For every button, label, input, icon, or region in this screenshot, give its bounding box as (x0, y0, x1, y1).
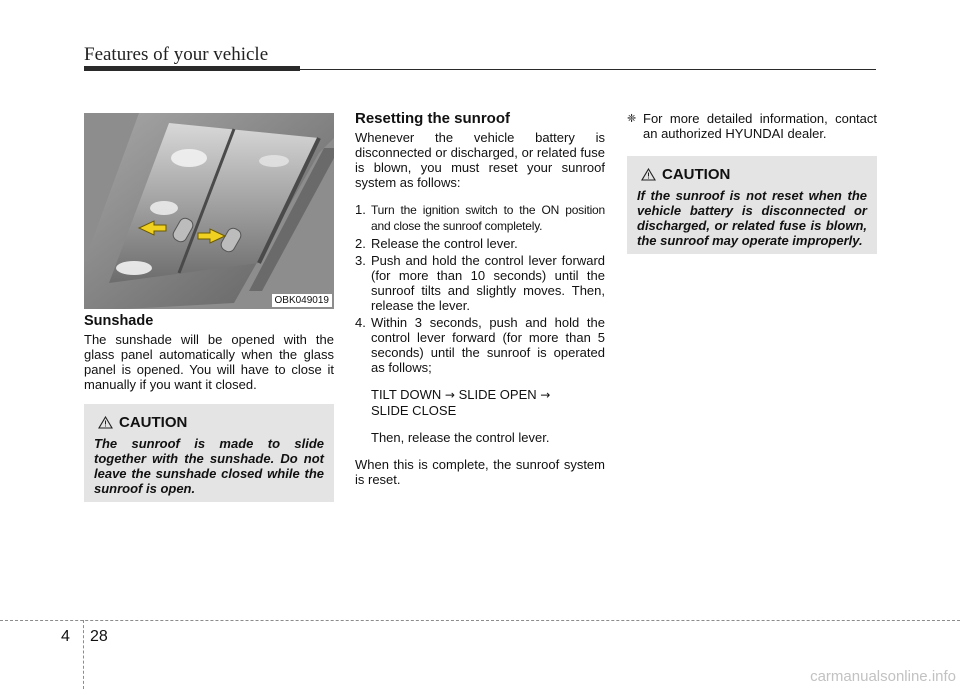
step-text: Turn the ignition switch to the ON position and close the sunroof completely. (371, 203, 605, 233)
warning-triangle-icon (98, 416, 113, 429)
step-text: Release the control lever. (371, 236, 518, 251)
sequence-tilt-down: TILT DOWN (371, 387, 442, 402)
left-column (84, 314, 334, 392)
list-item (355, 253, 605, 313)
header-rule-thin (300, 69, 876, 70)
step-number: 3. (355, 253, 366, 268)
caution-title: CAUTION (119, 413, 188, 431)
step-number: 2. (355, 236, 366, 251)
step-number: 1. (355, 202, 366, 217)
resetting-heading: Resetting the sunroof (355, 110, 511, 127)
caution-box-right (627, 156, 877, 254)
step-text: Push and hold the control lever forward (for more than 10 seconds) until the sunroof tilts and slightly moves. Then, release the lever. (371, 253, 605, 313)
list-item (355, 236, 605, 251)
caution-box-left (84, 404, 334, 502)
chapter-number: 4 (61, 628, 70, 645)
reset-complete-text: When this is complete, the sunroof system is reset. (355, 457, 605, 487)
resetting-intro: Whenever the vehicle battery is disconnected or discharged, or related fuse is blown, you must reset your sunroof system as follows: (355, 130, 605, 190)
caution-title: CAUTION (662, 165, 731, 183)
arrow-right-icon: → (444, 388, 455, 402)
note-mark-icon: ❈ (627, 112, 637, 125)
footer-divider (83, 620, 84, 689)
right-column (627, 111, 877, 141)
footer-rule (0, 620, 960, 621)
sunshade-heading: Sunshade (84, 313, 154, 329)
release-instruction: Then, release the control lever. (371, 430, 550, 445)
note-text: For more detailed information, contact an authorized HYUNDAI dealer. (643, 111, 877, 141)
sequence-line (371, 387, 605, 403)
page-number: 28 (90, 628, 108, 645)
reset-steps (355, 202, 605, 375)
sequence-slide-open: SLIDE OPEN (458, 387, 537, 402)
warning-triangle-icon (641, 168, 656, 181)
sunshade-body: The sunshade will be opened with the glass panel automatically when the glass panel is opened. You will have to close it manually if you want it closed. (84, 332, 334, 392)
header-rule-thick (84, 66, 300, 71)
caution-header (98, 412, 324, 432)
caution-header (641, 164, 867, 184)
sunroof-illustration (84, 113, 334, 309)
middle-column (355, 111, 605, 487)
figure-code: OBK049019 (272, 294, 333, 307)
caution-text: If the sunroof is not reset when the vehicle battery is disconnected or discharged, or related fuse is blown, the sunroof may operate improperly. (637, 188, 867, 248)
sequence-slide-close: SLIDE CLOSE (371, 403, 457, 418)
sunroof-photo (84, 113, 334, 309)
sequence-block (355, 387, 605, 445)
list-item (355, 202, 605, 234)
caution-text: The sunroof is made to slide together with the sunshade. Do not leave the sunshade closed while the sunroof is open. (94, 436, 324, 496)
arrow-right-icon: → (540, 388, 551, 402)
step-text: Within 3 seconds, push and hold the control lever forward (for more than 5 seconds) until the sunroof is operated as follows; (371, 315, 605, 375)
dealer-note (627, 111, 877, 141)
list-item (355, 315, 605, 375)
page-header-title: Features of your vehicle (84, 44, 269, 65)
watermark: carmanualsonline.info (810, 668, 956, 685)
step-number: 4. (355, 315, 366, 330)
